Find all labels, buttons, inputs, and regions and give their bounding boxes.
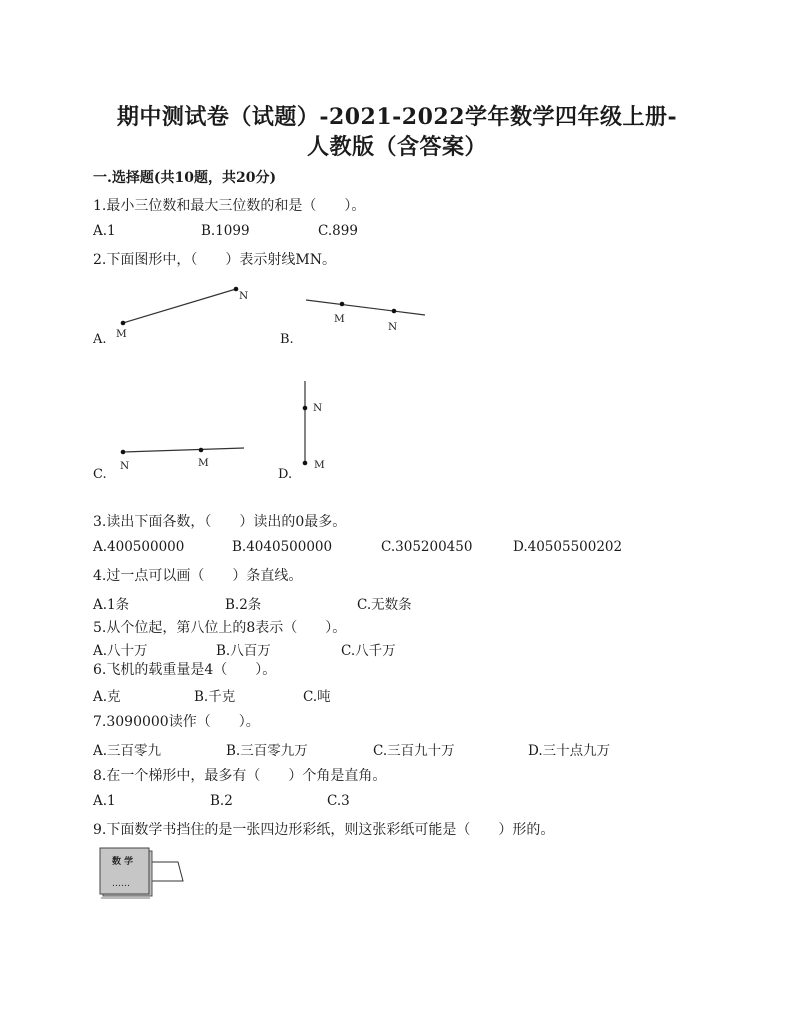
- question-6: 6.飞机的载重量是4（ ）。: [93, 662, 277, 678]
- q6-option-c[interactable]: C.吨: [303, 689, 331, 705]
- q5-option-c[interactable]: C.八千万: [341, 643, 396, 659]
- q7-option-b[interactable]: B.三百零九万: [226, 743, 308, 759]
- q7-option-a[interactable]: A.三百零九: [93, 743, 162, 759]
- q3-option-a[interactable]: A.400500000: [93, 539, 185, 555]
- q4-option-b[interactable]: B.2条: [225, 597, 262, 613]
- figure-c-label[interactable]: C.: [93, 467, 107, 482]
- q8-option-a[interactable]: A.1: [93, 793, 116, 809]
- question-2: 2.下面图形中，（ ）表示射线MN。: [93, 252, 336, 268]
- q3-option-d[interactable]: D.40505500202: [513, 539, 623, 555]
- question-5: 5.从个位起，第八位上的8表示（ ）。: [93, 620, 347, 636]
- q8-option-c[interactable]: C.3: [327, 793, 350, 809]
- figure-a-label[interactable]: A.: [93, 332, 107, 347]
- figure-b-label[interactable]: B.: [280, 332, 294, 347]
- figure-c-ray: [120, 448, 244, 472]
- figure-d-ray: [303, 381, 325, 471]
- figure-d-point-n: N: [313, 402, 323, 414]
- title-line-1: 期中测试卷（试题）-2021-2022学年数学四年级上册-: [116, 104, 678, 130]
- figure-a-point-n: N: [239, 290, 249, 302]
- q1-option-a[interactable]: A.1: [93, 223, 116, 239]
- question-9: 9.下面数学书挡住的是一张四边形彩纸，则这张彩纸可能是（ ）形的。: [93, 822, 555, 838]
- q6-option-b[interactable]: B.千克: [194, 689, 236, 705]
- q5-option-a[interactable]: A.八十万: [93, 643, 148, 659]
- q4-option-a[interactable]: A.1条: [93, 597, 130, 613]
- book-cover-text: 数 学: [112, 857, 134, 867]
- q7-option-d[interactable]: D.三十点九万: [528, 743, 611, 759]
- question-3: 3.读出下面各数，（ ）读出的0最多。: [93, 514, 347, 530]
- q8-option-b[interactable]: B.2: [210, 793, 233, 809]
- figure-d-label[interactable]: D.: [278, 467, 293, 482]
- q6-option-a[interactable]: A.克: [93, 689, 121, 705]
- q3-option-b[interactable]: B.4040500000: [232, 539, 333, 555]
- q4-option-c[interactable]: C.无数条: [357, 597, 412, 613]
- figure-a-point-m: M: [116, 328, 127, 340]
- q1-option-c[interactable]: C.899: [318, 223, 358, 239]
- book-cover-dots: ……: [112, 879, 130, 889]
- figure-c-point-n: N: [120, 460, 130, 472]
- section-heading: 一.选择题(共10题，共20分): [93, 170, 277, 186]
- title-line-2: 人教版（含答案）: [306, 134, 487, 160]
- q7-option-c[interactable]: C.三百九十万: [373, 743, 455, 759]
- figure-b-point-n: N: [388, 321, 398, 333]
- q1-option-b[interactable]: B.1099: [201, 223, 250, 239]
- figure-a-segment: [116, 287, 248, 340]
- question-1: 1.最小三位数和最大三位数的和是（ ）。: [93, 198, 366, 214]
- book-illustration: [100, 848, 183, 898]
- q3-option-c[interactable]: C.305200450: [381, 539, 473, 555]
- question-8: 8.在一个梯形中，最多有（ ）个角是直角。: [93, 768, 387, 784]
- q5-option-b[interactable]: B.八百万: [216, 643, 271, 659]
- figure-d-point-m: M: [314, 459, 325, 471]
- figure-b-line: [306, 300, 425, 333]
- question-4: 4.过一点可以画（ ）条直线。: [93, 568, 303, 584]
- question-7: 7.3090000读作（ ）。: [93, 714, 260, 730]
- figure-c-point-m: M: [198, 457, 209, 469]
- figure-b-point-m: M: [334, 313, 345, 325]
